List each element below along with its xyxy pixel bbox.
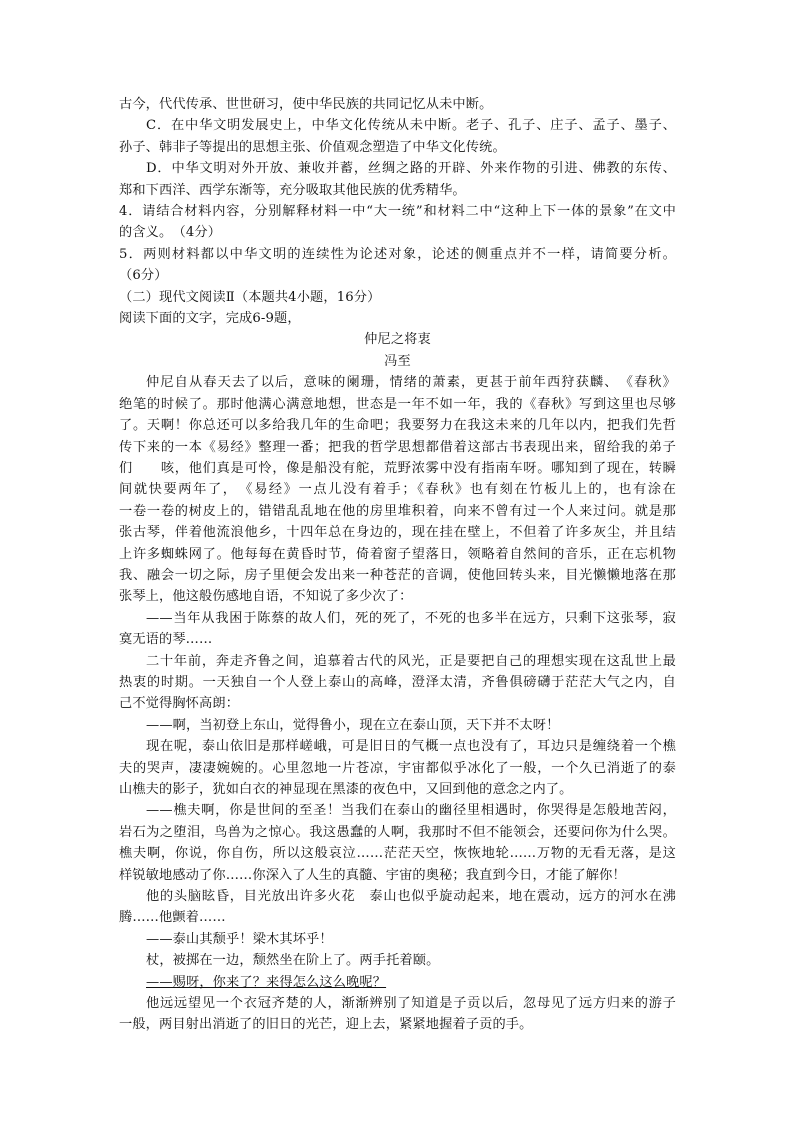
text-line: ——啊，当初登上东山，觉得鲁小，现在立在泰山顶，天下并不太呀！ bbox=[146, 717, 560, 733]
text-line: 岩石为之堕泪，鸟兽为之惊心。我这愚蠢的人啊，我那时不但不能领会，还要问你为什么哭。 bbox=[119, 824, 676, 840]
text-line: 样锐敏地感动了你……你深入了人生的真髓、宇宙的奥秘；我直到今日，才能了解你！ bbox=[119, 867, 626, 883]
text-line: 仲尼自从春天去了以后，意味的阑珊，情绪的萧素，更甚于前年西狩获麟、 《春秋》 bbox=[146, 375, 676, 391]
text-line: 郑和下西洋、西学东渐等，充分吸取其他民族的优秀精华。 bbox=[119, 182, 466, 198]
document-page bbox=[119, 94, 676, 1036]
text-line: 我、融会一切之际，房子里便会发出来一种苍茫的音调，使他回转头来，目光懒懒地落在那 bbox=[119, 567, 676, 583]
text-line: 孙子、韩非子等提出的思想主张、价值观念塑造了中华文化传统。 bbox=[119, 139, 506, 155]
text-line: 夫的哭声，凄凄婉婉的。心里忽地一片苍凉，宇宙都似乎冰化了一般，一个久已消逝了的泰 bbox=[119, 760, 676, 776]
text-line: 间就快要两年了， 《易经》一点儿没有着手；《春秋》也有刻在竹板儿上的，也有涂在 bbox=[119, 482, 676, 498]
text-line: 仲尼之将衷 bbox=[364, 332, 431, 348]
text-line: 张琴上，他这般伤感地自语，不知说了多少次了： bbox=[119, 589, 413, 605]
text-line: 樵夫啊，你说，你自伤，所以这般哀泣……茫茫天空，恢恢地轮……万物的无看无落，是这 bbox=[119, 846, 676, 862]
text-line: 了。天啊！你总还可以多给我几年的生命吧；我要努力在我这未来的几年以内，把我们先哲 bbox=[119, 418, 676, 434]
text-line: （二）现代文阅读Ⅱ（本题共4小题，16分） bbox=[119, 289, 381, 305]
text-line: （6分） bbox=[119, 268, 168, 284]
text-line: 4．请结合材料内容，分别解释材料一中“大一统”和材料二中“这种上下一体的景象”在文中 bbox=[119, 204, 676, 220]
text-line: 们 咳，他们真是可怜，像是船没有舵，荒野浓雾中没有指南车呀。哪知到了现在，转瞬 bbox=[119, 460, 676, 476]
text-line: 杖，被掷在一边，颓然坐在阶上了。两手托着颐。 bbox=[146, 953, 440, 969]
text-line: ——当年从我困于陈蔡的故人们，死的死了，不死的也多半在远方，只剩下这张琴，寂 bbox=[146, 610, 676, 626]
text-line: 己不觉得胸怀高朗： bbox=[119, 696, 240, 712]
text-line: 阅读下面的文字，完成6-9题， bbox=[119, 311, 301, 327]
text-line: D．中华文明对外开放、兼收并蓄，丝绸之路的开辟、外来作物的引进、佛教的东传、 bbox=[146, 161, 676, 177]
text-line: 二十年前，奔走齐鲁之间，追慕着古代的风光，正是要把自己的理想实现在这乱世上最 bbox=[146, 653, 676, 669]
text-line: 山樵夫的影子，犹如白衣的神显现在黑漆的夜色中，又回到他的意念之内了。 bbox=[119, 782, 573, 797]
text-line: C．在中华文明发展史上，中华文化传统从未中断。老子、孔子、庄子、孟子、墨子、 bbox=[146, 118, 676, 134]
text-line: 古今，代代传承、世世研习，使中华民族的共同记忆从未中断。 bbox=[119, 97, 493, 112]
text-line: ——赐呀，你来了？来得怎么这么晚呢？ bbox=[146, 974, 387, 990]
text-line: 张古琴，伴着他流浪他乡，十四年总在身边的，现在挂在壁上，不但着了许多灰尘，并且结 bbox=[119, 525, 676, 541]
text-line: 5．两则材料都以中华文明的连续性为论述对象，论述的侧重点并不一样，请简要分析。 bbox=[119, 246, 676, 262]
text-line: ——樵夫啊，你是世间的至圣！当我们在泰山的幽径里相遇时，你哭得是怎般地苦闷， bbox=[146, 803, 676, 819]
text-line: 上许多蜘蛛网了。他每每在黄昏时节，倚着窗子望落日，领略着自然间的音乐，正在忘机物 bbox=[119, 546, 676, 562]
text-line: 寞无语的琴…… bbox=[119, 632, 213, 648]
text-line: 一般，两目射出消逝了的旧日的光芒，迎上去，紧紧地握着子贡的手。 bbox=[119, 1017, 533, 1033]
text-line: 腾……他颤着…… bbox=[119, 910, 226, 926]
text-line: 传下来的一本《易经》整理一番；把我的哲学思想都借着这部古书表现出来，留给我的弟子 bbox=[119, 439, 676, 455]
text-line: ——泰山其颓乎！梁木其坏乎！ bbox=[146, 931, 333, 947]
text-line: 冯至 bbox=[384, 353, 411, 369]
text-line: 热衷的时期。一天独自一个人登上泰山的高峰，澄泽太清，齐鲁俱磅礴于茫茫大气之内，自 bbox=[119, 674, 676, 690]
text-line: 现在呢，泰山依旧是那样嵯峨，可是旧日的气概一点也没有了，耳边只是缠绕着一个樵 bbox=[146, 739, 676, 755]
text-line: 一卷一卷的树皮上的，错错乱乱地在他的房里堆积着，向来不曾有过一个人来过问。就是那 bbox=[119, 503, 676, 519]
text-line: 绝笔的时候了。那时他满心满意地想，世态是一年不如一年，我的《春秋》写到这里也尽够 bbox=[119, 396, 676, 412]
text-line: 的含义。 （4分） bbox=[119, 225, 222, 241]
text-line: 他的头脑眩昏，目光放出许多火花 泰山也似乎旋动起来，地在震动，远方的河水在沸 bbox=[146, 889, 676, 905]
text-line: 他远远望见一个衣冠齐楚的人，渐渐辨别了知道是子贡以后，忽母见了远方归来的游子 bbox=[146, 996, 676, 1012]
